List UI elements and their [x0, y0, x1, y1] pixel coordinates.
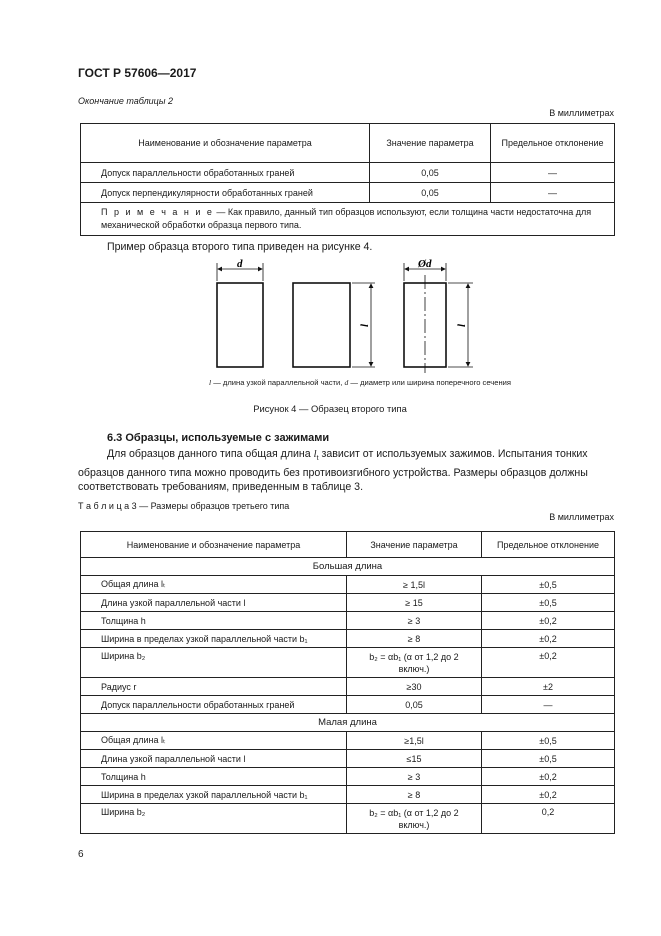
param-value: b₂ = αb₁ (α от 1,2 до 2 включ.): [347, 648, 482, 678]
param-value: 0,05: [347, 696, 482, 714]
table-2: [80, 123, 615, 236]
page-number: 6: [78, 849, 84, 860]
figure-legend: [100, 378, 620, 387]
table-row: [81, 163, 615, 183]
param-tolerance: ±2: [482, 678, 615, 696]
label-phi-d: Ød: [418, 258, 432, 270]
document-code: ГОСТ Р 57606—2017: [78, 66, 197, 80]
section-paragraph: [78, 447, 618, 494]
table3-units: В миллиметрах: [549, 512, 614, 522]
param-name: Ширина b₂: [81, 648, 347, 678]
table-row: [81, 786, 615, 804]
param-tolerance: ±0,2: [482, 648, 615, 678]
header-value: Значение параметра: [347, 532, 482, 558]
param-tolerance: —: [491, 183, 615, 203]
param-name: Общая длина lₜ: [81, 732, 347, 750]
param-name: Допуск параллельности обработанных граней: [81, 696, 347, 714]
table-note-row: [81, 203, 615, 236]
param-name: Длина узкой параллельной части l: [81, 750, 347, 768]
table-row: [81, 648, 615, 678]
param-tolerance: ±0,2: [482, 768, 615, 786]
figure-caption: Рисунок 4 — Образец второго типа: [253, 403, 407, 414]
legend-text-1: — длина узкой параллельной части,: [211, 378, 345, 387]
param-value: ≥ 3: [347, 768, 482, 786]
note-text: — Как правило, данный тип образцов используют, если толщина части недостаточна для механической обработки образца первого типа.: [101, 207, 592, 230]
param-value: ≥ 3: [347, 612, 482, 630]
table3-title: Т а б л и ц а 3 — Размеры образцов третьего типа: [78, 501, 290, 511]
header-name: Наименование и обозначение параметра: [81, 124, 370, 163]
param-tolerance: ±0,2: [482, 612, 615, 630]
table-row: [81, 594, 615, 612]
param-value: ≥ 8: [347, 630, 482, 648]
table-row: [81, 630, 615, 648]
group-large-length: Большая длина: [81, 558, 615, 576]
param-value: ≥ 8: [347, 786, 482, 804]
group-small-length: Малая длина: [81, 714, 615, 732]
param-name: Ширина b₂: [81, 804, 347, 834]
param-value: ≥30: [347, 678, 482, 696]
table-header-row: [81, 124, 615, 163]
group-row: [81, 558, 615, 576]
label-l: l: [456, 323, 468, 327]
table-row: [81, 576, 615, 594]
param-value: ≥ 1,5l: [347, 576, 482, 594]
param-tolerance: ±0,5: [482, 576, 615, 594]
param-tolerance: ±0,5: [482, 594, 615, 612]
label-l: l: [359, 323, 371, 327]
param-tolerance: ±0,2: [482, 630, 615, 648]
param-name: Общая длина lₜ: [81, 576, 347, 594]
specimen-rect-2: [293, 283, 350, 367]
legend-text-2: — диаметр или ширина поперечного сечения: [348, 378, 512, 387]
param-name: Допуск перпендикулярности обработанных граней: [81, 183, 370, 203]
param-tolerance: ±0,5: [482, 750, 615, 768]
header-value: Значение параметра: [370, 124, 491, 163]
param-value: 0,05: [370, 183, 491, 203]
param-tolerance: 0,2: [482, 804, 615, 834]
table-row: [81, 678, 615, 696]
table-row: [81, 732, 615, 750]
param-value: 0,05: [370, 163, 491, 183]
table2-units: В миллиметрах: [549, 108, 614, 118]
note-label: П р и м е ч а н и е: [101, 207, 214, 217]
param-value: b₂ = αb₁ (α от 1,2 до 2 включ.): [347, 804, 482, 834]
param-tolerance: ±0,5: [482, 732, 615, 750]
table-row: [81, 696, 615, 714]
param-tolerance: —: [491, 163, 615, 183]
param-name: Допуск параллельности обработанных граней: [81, 163, 370, 183]
table-row: [81, 804, 615, 834]
paragraph-text: зависит от используемых зажимов. Испытания тонких образцов данного типа можно проводить без противоизгибного устройства. Размеры образцов должны соответствовать требованиям, приведенным в таблице 3.: [78, 448, 588, 494]
param-name: Ширина в пределах узкой параллельной части b₁: [81, 786, 347, 804]
table-row: [81, 183, 615, 203]
table-row: [81, 612, 615, 630]
table-continuation-label: Окончание таблицы 2: [78, 96, 173, 106]
specimen-rect-1: [217, 283, 263, 367]
legend-var-l: l: [208, 378, 212, 387]
table-3: [80, 531, 615, 834]
legend-var-d: d: [344, 378, 349, 387]
param-tolerance: ±0,2: [482, 786, 615, 804]
group-row: [81, 714, 615, 732]
section-title: 6.3 Образцы, используемые с зажимами: [107, 432, 330, 444]
param-name: Ширина в пределах узкой параллельной части b₁: [81, 630, 347, 648]
param-value: ≤15: [347, 750, 482, 768]
paragraph-text: Для образцов данного типа общая длина: [107, 448, 314, 460]
header-tolerance: Предельное отклонение: [482, 532, 615, 558]
param-tolerance: —: [482, 696, 615, 714]
header-tolerance: Предельное отклонение: [491, 124, 615, 163]
table-header-row: [81, 532, 615, 558]
param-name: Радиус r: [81, 678, 347, 696]
param-value: ≥ 15: [347, 594, 482, 612]
param-name: Толщина h: [81, 768, 347, 786]
header-name: Наименование и обозначение параметра: [81, 532, 347, 558]
table-note: [81, 203, 615, 236]
table-row: [81, 750, 615, 768]
var-l: l: [313, 449, 317, 460]
var-subscript: t: [316, 455, 319, 463]
label-d: d: [237, 258, 243, 270]
figure-4-drawing: [200, 255, 500, 375]
table-row: [81, 768, 615, 786]
param-name: Длина узкой параллельной части l: [81, 594, 347, 612]
param-value: ≥1,5l: [347, 732, 482, 750]
param-name: Толщина h: [81, 612, 347, 630]
figure-intro: Пример образца второго типа приведен на рисунке 4.: [107, 241, 373, 253]
